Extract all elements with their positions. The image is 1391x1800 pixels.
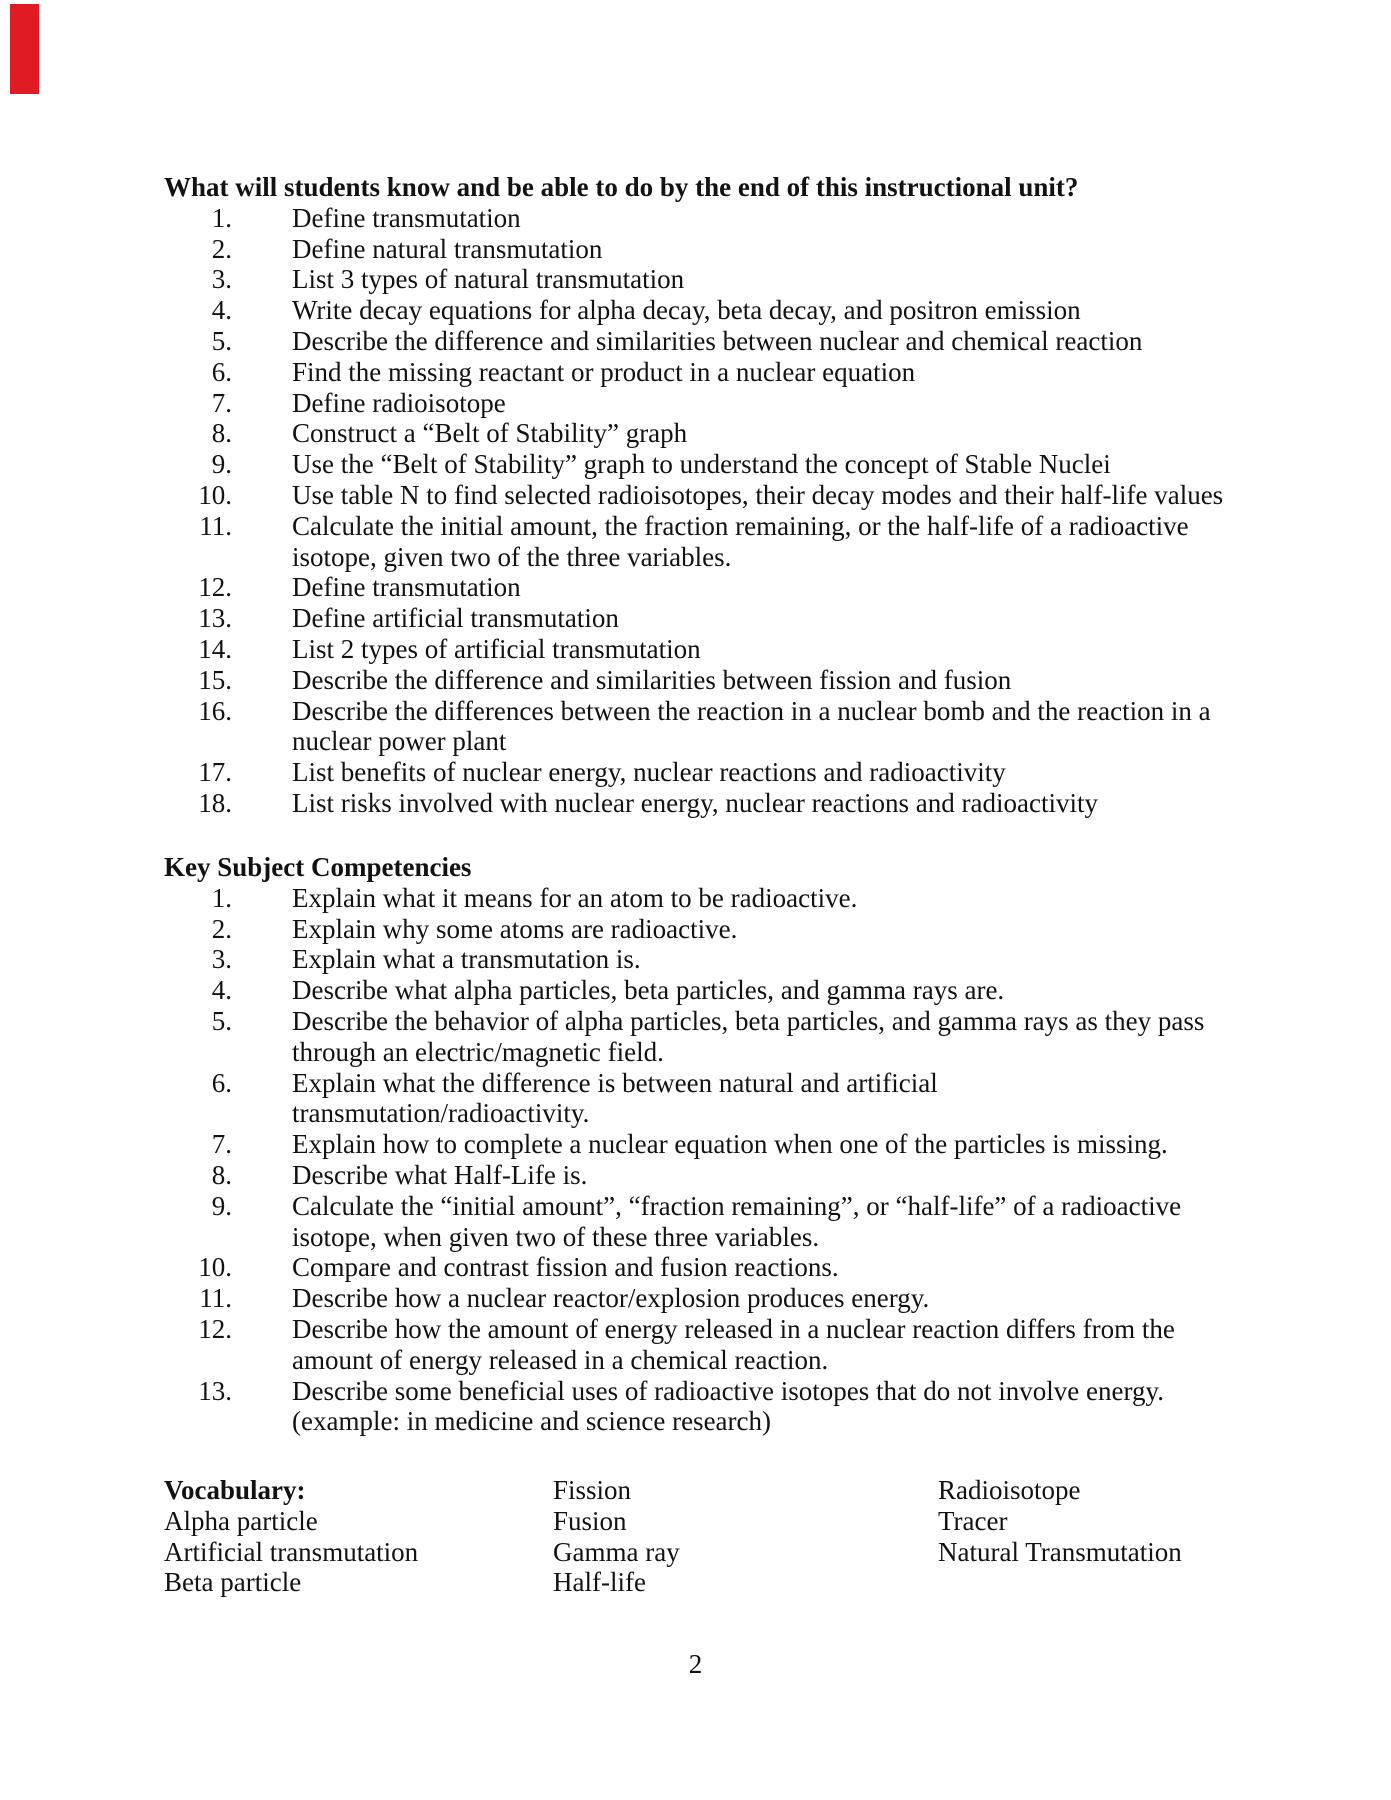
list-item xyxy=(164,1160,1254,1191)
vocabulary-heading: Vocabulary: xyxy=(164,1475,306,1505)
item-text-line: Use the “Belt of Stability” graph to understand the concept of Stable Nuclei xyxy=(292,449,1111,480)
item-text-line: Describe how the amount of energy released in a nuclear reaction differs from the xyxy=(292,1313,1175,1344)
item-text-line: List 3 types of natural transmutation xyxy=(292,264,685,295)
list-item xyxy=(164,1006,1254,1068)
vocabulary-term: Artificial transmutation xyxy=(164,1536,419,1567)
item-text-line: Define artificial transmutation xyxy=(292,603,619,634)
list-item xyxy=(164,572,1254,603)
list-item xyxy=(164,883,1254,914)
vocabulary-column-3 xyxy=(938,1475,1182,1567)
item-text-line: List benefits of nuclear energy, nuclear reactions and radioactivity xyxy=(292,757,1006,788)
item-text-line: Describe the behavior of alpha particles, beta particles, and gamma rays as they pass xyxy=(292,1005,1205,1036)
item-text-line: List 2 types of artificial transmutation xyxy=(292,633,701,664)
vocabulary-term: Beta particle xyxy=(164,1567,302,1598)
objectives-section xyxy=(164,172,1254,819)
item-number: 14. xyxy=(198,633,232,664)
item-number: 4. xyxy=(211,295,232,326)
item-text-line: Use table N to find selected radioisotopes, their decay modes and their half-life values xyxy=(292,479,1224,510)
list-item xyxy=(164,603,1254,634)
competencies-heading: Key Subject Competencies xyxy=(164,852,472,882)
item-number: 18. xyxy=(198,787,232,818)
item-text-line: List risks involved with nuclear energy, nuclear reactions and radioactivity xyxy=(292,787,1098,818)
list-item xyxy=(164,388,1254,419)
list-item xyxy=(164,1129,1254,1160)
item-text-line: Explain why some atoms are radioactive. xyxy=(292,913,738,944)
item-number: 12. xyxy=(198,572,232,603)
vocabulary-term: Tracer xyxy=(938,1505,1008,1536)
item-number: 6. xyxy=(211,1067,232,1098)
competencies-list xyxy=(164,883,1254,1437)
list-item xyxy=(164,295,1254,326)
item-number: 17. xyxy=(198,757,232,788)
list-item xyxy=(164,1376,1254,1438)
item-text-line: Describe what Half-Life is. xyxy=(292,1159,588,1190)
item-number: 7. xyxy=(211,387,232,418)
item-number: 9. xyxy=(211,449,232,480)
list-item xyxy=(164,788,1254,819)
item-text-line: isotope, when given two of these three variables. xyxy=(292,1221,820,1252)
list-item xyxy=(164,1252,1254,1283)
item-number: 7. xyxy=(211,1129,232,1160)
list-item xyxy=(164,357,1254,388)
item-number: 13. xyxy=(198,603,232,634)
item-text-line: Explain what a transmutation is. xyxy=(292,944,641,975)
item-text-line: Define transmutation xyxy=(292,572,521,603)
item-number: 5. xyxy=(211,325,232,356)
item-text-line: (example: in medicine and science research) xyxy=(292,1406,771,1437)
vocabulary-section xyxy=(164,1475,1254,1605)
list-item xyxy=(164,264,1254,295)
item-number: 10. xyxy=(198,1252,232,1283)
objectives-heading: What will students know and be able to do by the end of this instructional unit? xyxy=(164,172,1079,202)
item-text-line: Describe the differences between the reaction in a nuclear bomb and the reaction in a xyxy=(292,695,1211,726)
item-text-line: Define radioisotope xyxy=(292,387,506,418)
list-item xyxy=(164,1191,1254,1253)
item-text-line: Find the missing reactant or product in a nuclear equation xyxy=(292,356,916,387)
competencies-section xyxy=(164,852,1254,1437)
item-number: 12. xyxy=(198,1313,232,1344)
item-text-line: Explain how to complete a nuclear equation when one of the particles is missing. xyxy=(292,1129,1168,1160)
item-text-line: Describe the difference and similarities between fission and fusion xyxy=(292,664,1012,695)
item-number: 6. xyxy=(211,356,232,387)
item-text-line: Explain what the difference is between natural and artificial xyxy=(292,1067,938,1098)
item-number: 9. xyxy=(211,1190,232,1221)
item-text-line: Describe what alpha particles, beta particles, and gamma rays are. xyxy=(292,975,1005,1006)
list-item xyxy=(164,975,1254,1006)
list-item xyxy=(164,1283,1254,1314)
list-item xyxy=(164,418,1254,449)
list-item xyxy=(164,757,1254,788)
list-item xyxy=(164,203,1254,234)
item-text-line: Define natural transmutation xyxy=(292,233,603,264)
item-number: 1. xyxy=(211,882,232,913)
list-item xyxy=(164,511,1254,573)
item-text-line: Describe the difference and similarities between nuclear and chemical reaction xyxy=(292,325,1143,356)
item-text-line: Define transmutation xyxy=(292,202,521,233)
list-item xyxy=(164,944,1254,975)
item-text-line: nuclear power plant xyxy=(292,726,507,757)
item-number: 13. xyxy=(198,1375,232,1406)
item-text-line: Compare and contrast fission and fusion reactions. xyxy=(292,1252,839,1283)
item-number: 16. xyxy=(198,695,232,726)
item-number: 2. xyxy=(211,913,232,944)
item-number: 4. xyxy=(211,975,232,1006)
item-text-line: amount of energy released in a chemical reaction. xyxy=(292,1344,829,1375)
item-number: 1. xyxy=(211,202,232,233)
objectives-list xyxy=(164,203,1254,819)
vocabulary-column-1 xyxy=(164,1475,418,1598)
item-number: 8. xyxy=(211,1159,232,1190)
item-text-line: Describe how a nuclear reactor/explosion produces energy. xyxy=(292,1283,930,1314)
vocabulary-term: Natural Transmutation xyxy=(938,1536,1182,1567)
item-number: 8. xyxy=(211,418,232,449)
item-text-line: isotope, given two of the three variables. xyxy=(292,541,732,572)
vocabulary-term: Alpha particle xyxy=(164,1505,318,1536)
list-item xyxy=(164,634,1254,665)
item-text-line: Describe some beneficial uses of radioactive isotopes that do not involve energy. xyxy=(292,1375,1164,1406)
item-text-line: transmutation/radioactivity. xyxy=(292,1098,590,1129)
item-text-line: Calculate the “initial amount”, “fraction remaining”, or “half-life” of a radioactive xyxy=(292,1190,1182,1221)
list-item xyxy=(164,326,1254,357)
vocabulary-term: Half-life xyxy=(553,1567,646,1598)
vocabulary-term: Fusion xyxy=(553,1505,627,1536)
list-item xyxy=(164,665,1254,696)
item-text-line: Write decay equations for alpha decay, beta decay, and positron emission xyxy=(292,295,1081,326)
vocabulary-column-2 xyxy=(553,1475,680,1598)
item-text-line: Calculate the initial amount, the fraction remaining, or the half-life of a radioactive xyxy=(292,510,1189,541)
item-number: 3. xyxy=(211,944,232,975)
list-item xyxy=(164,1314,1254,1376)
list-item xyxy=(164,1068,1254,1130)
item-number: 2. xyxy=(211,233,232,264)
vocabulary-term: Gamma ray xyxy=(553,1536,680,1567)
item-number: 10. xyxy=(198,479,232,510)
list-item xyxy=(164,234,1254,265)
vocabulary-term: Fission xyxy=(553,1475,632,1505)
item-text-line: through an electric/magnetic field. xyxy=(292,1036,664,1067)
item-text-line: Construct a “Belt of Stability” graph xyxy=(292,418,688,449)
item-number: 15. xyxy=(198,664,232,695)
list-item xyxy=(164,480,1254,511)
vocabulary-term: Radioisotope xyxy=(938,1475,1081,1505)
page-number: 2 xyxy=(688,1649,703,1679)
item-number: 5. xyxy=(211,1005,232,1036)
item-text-line: Explain what it means for an atom to be radioactive. xyxy=(292,882,858,913)
list-item xyxy=(164,914,1254,945)
item-number: 11. xyxy=(199,510,232,541)
item-number: 3. xyxy=(211,264,232,295)
list-item xyxy=(164,449,1254,480)
list-item xyxy=(164,696,1254,758)
red-marker xyxy=(10,4,39,94)
item-number: 11. xyxy=(199,1283,232,1314)
